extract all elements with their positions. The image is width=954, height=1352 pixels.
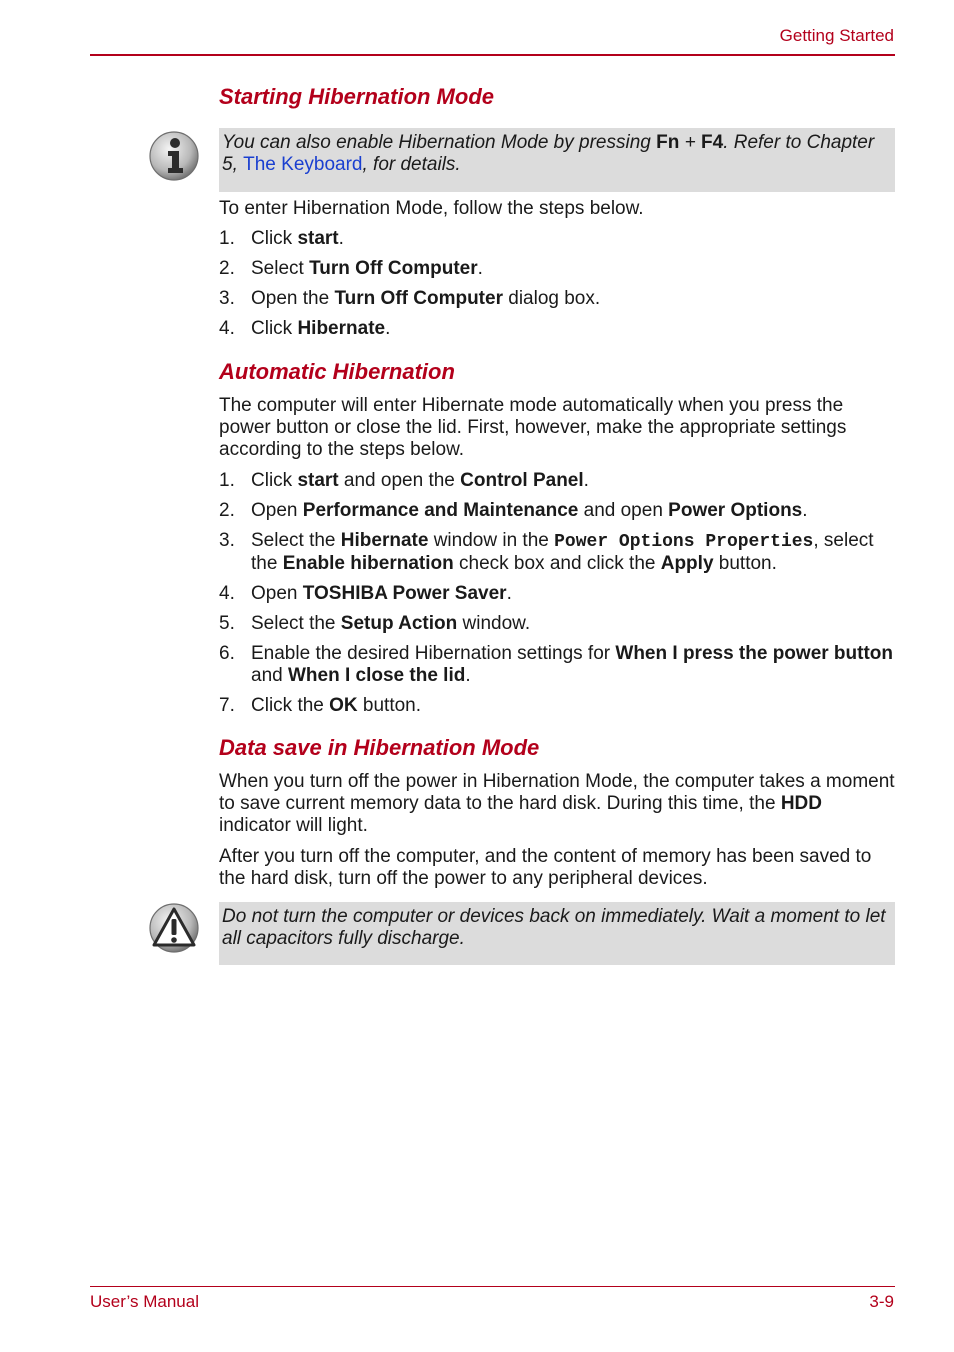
info-note: You can also enable Hibernation Mode by pressing Fn + F4. Refer to Chapter 5, The Keyboard, for details. bbox=[219, 128, 895, 192]
caution-icon bbox=[148, 902, 200, 954]
list-item: 3. Open the Turn Off Computer dialog box. bbox=[219, 288, 601, 309]
section-title-data-save: Data save in Hibernation Mode bbox=[219, 735, 540, 760]
list-item: 4. Open TOSHIBA Power Saver. bbox=[219, 583, 512, 604]
key-fn: Fn bbox=[656, 132, 680, 153]
page-number: 3-9 bbox=[869, 1292, 894, 1311]
footer-manual-title: User’s Manual bbox=[90, 1292, 199, 1311]
dialog-name: Power Options Properties bbox=[554, 532, 814, 552]
peripheral-paragraph: After you turn off the computer, and the content of memory has been saved to the hard disk, turn off the power to any peripheral devices. bbox=[219, 846, 872, 889]
running-header: Getting Started bbox=[779, 26, 894, 45]
list-item: 5. Select the Setup Action window. bbox=[219, 613, 531, 634]
list-item: 1. Click start and open the Control Panel. bbox=[219, 470, 589, 491]
hibernation-steps bbox=[219, 228, 895, 348]
section-title-automatic-hibernation: Automatic Hibernation bbox=[219, 359, 455, 384]
section-title-starting-hibernation: Starting Hibernation Mode bbox=[219, 84, 494, 109]
key-f4: F4 bbox=[701, 132, 724, 153]
caution-note: Do not turn the computer or devices back on immediately. Wait a moment to let all capacitors fully discharge. bbox=[219, 902, 895, 965]
info-icon bbox=[148, 130, 200, 182]
hibernation-intro: To enter Hibernation Mode, follow the steps below. bbox=[219, 198, 644, 219]
footer-rule bbox=[90, 1286, 895, 1287]
list-item: 2. Select Turn Off Computer. bbox=[219, 258, 483, 279]
list-item: 6. Enable the desired Hibernation settings for When I press the power button and When I close the lid. bbox=[219, 643, 894, 686]
header-rule bbox=[90, 54, 895, 56]
keyboard-chapter-link[interactable]: The Keyboard bbox=[243, 154, 363, 175]
list-item: 2. Open Performance and Maintenance and open Power Options. bbox=[219, 500, 808, 521]
list-item: 1. Click start. bbox=[219, 228, 344, 249]
list-item: 3. Select the Hibernate window in the Power Options Properties, select the Enable hibernation check box and click the Apply button. bbox=[219, 530, 874, 574]
automatic-intro: The computer will enter Hibernate mode automatically when you press the power button or close the lid. First, however, make the appropriate settings according to the steps below. bbox=[219, 395, 847, 460]
data-save-paragraph: When you turn off the power in Hibernation Mode, the computer takes a moment to save current memory data to the hard disk. During this time, the HDD indicator will light. bbox=[219, 771, 895, 836]
list-item: 4. Click Hibernate. bbox=[219, 318, 391, 339]
list-item: 7. Click the OK button. bbox=[219, 695, 422, 716]
automatic-steps bbox=[219, 470, 895, 725]
